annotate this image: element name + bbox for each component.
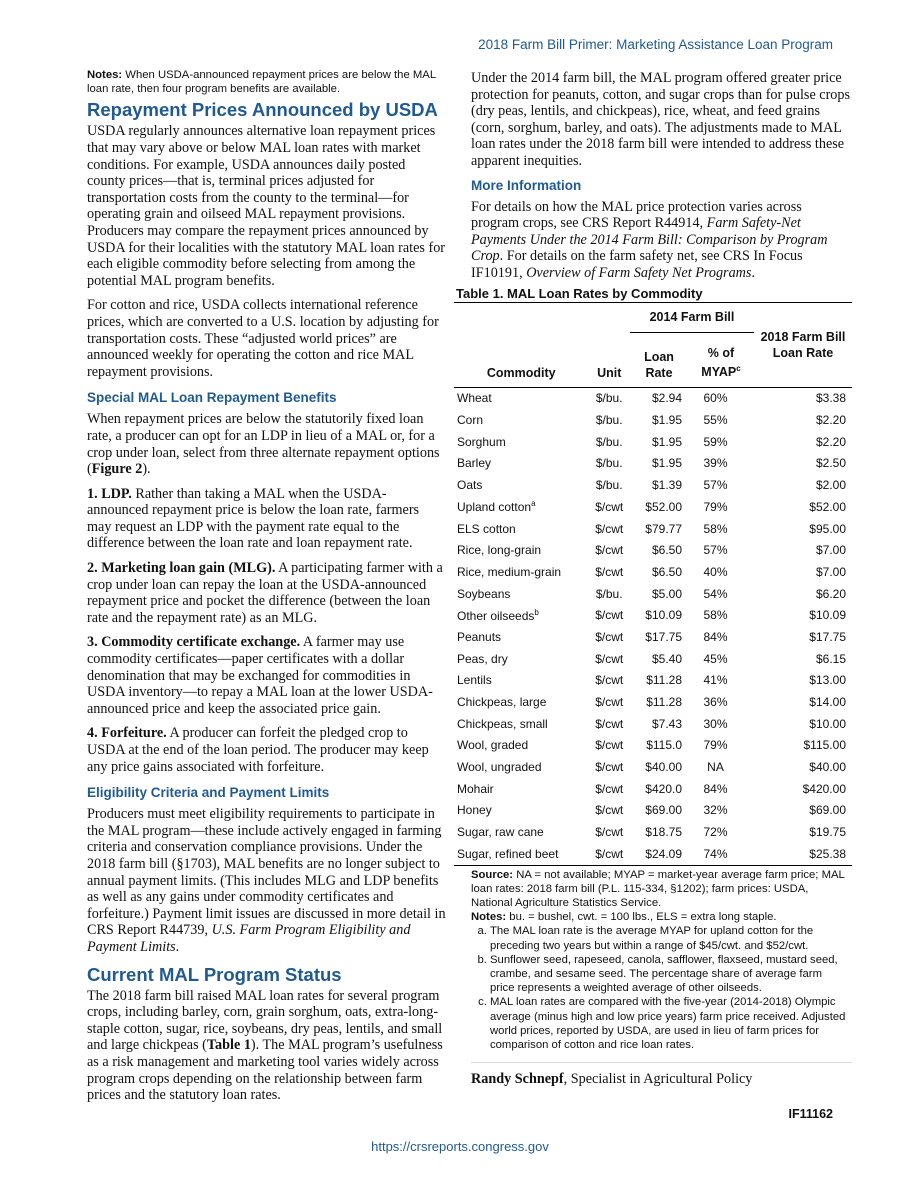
cell-loan-rate: $24.09 <box>645 846 682 861</box>
table-row <box>454 561 852 583</box>
cell-myap: 36% <box>703 695 728 709</box>
cell-commodity <box>454 691 588 713</box>
cell-commodity-text: Wheat <box>457 391 492 406</box>
cell-2018-rate: $14.00 <box>809 695 846 709</box>
cell-commodity-text: Peas, dry <box>457 651 508 666</box>
benefit-mlg-label: 2. Marketing loan gain (MLG). <box>87 560 276 577</box>
figure-notes <box>87 68 447 96</box>
cell-commodity-text: Chickpeas, large <box>457 695 547 709</box>
report-title-r44914: Farm Safety-Net Payments Under the 2014 Farm Bill: Comparison by Program Crop <box>471 215 828 265</box>
paragraph-current <box>87 988 447 1104</box>
cell-loan-rate: $1.95 <box>651 434 682 449</box>
cell-unit: $/cwt <box>595 716 624 731</box>
cell-myap: 40% <box>703 564 728 579</box>
cell-unit: $/bu. <box>595 413 623 428</box>
cell-commodity-text: Sugar, raw cane <box>457 825 544 840</box>
figure-2-ref: Figure 2 <box>91 461 143 478</box>
paragraph-eligibility-end: . <box>175 938 180 955</box>
cell-2018-rate: $19.75 <box>809 825 846 840</box>
cell-commodity-text: Sugar, refined beet <box>457 846 559 861</box>
paragraph-current-text: The 2018 farm bill raised MAL loan rates for several program crops, including barley, corn, grain sorghum, oats, extra-long-staple cotton, sugar, rice, soybeans, dry peas, lentils, and small and large chickpeas ( <box>87 987 443 1054</box>
cell-commodity <box>454 713 588 735</box>
benefit-forfeiture-text: A producer can forfeit the pledged crop to USDA at the end of the loan period. The producer may keep any price gains associated with forfeiture. <box>87 725 429 775</box>
author-name: Randy Schnepf <box>471 1071 564 1088</box>
notes-label: Notes: <box>471 911 507 924</box>
benefit-certificate-label: 3. Commodity certificate exchange. <box>87 634 301 651</box>
table-row <box>454 800 852 822</box>
cell-loan-rate: $420.0 <box>645 781 682 796</box>
table-source-notes <box>454 866 846 1053</box>
paragraph-repayment-2: For cotton and rice, USDA collects international reference prices, which are converted to a U.S. location by adjusting for transportation costs. These “adjusted world prices” are announced weekly for operating the cotton and rice MAL repayment provisions. <box>87 297 439 380</box>
cell-2018-rate: $6.15 <box>815 651 846 666</box>
cell-myap: 57% <box>703 478 728 493</box>
table-body <box>454 387 852 865</box>
cell-2018-rate: $10.09 <box>809 608 846 623</box>
cell-commodity <box>454 778 588 800</box>
cell-commodity-text: Oats <box>457 478 483 493</box>
cell-commodity <box>454 735 588 757</box>
loan-rate-table <box>454 302 852 866</box>
cell-myap: 60% <box>703 391 728 406</box>
heading-repayment-prices: Repayment Prices Announced by USDA <box>87 99 438 121</box>
cell-commodity <box>454 648 588 670</box>
cell-myap: 45% <box>703 651 728 666</box>
cell-2018-rate: $95.00 <box>809 521 846 536</box>
paragraph-eligibility-text: Producers must meet eligibility requirements to participate in the MAL program—these include actively engaged in farming criteria and conservation compliance provisions. Under the 2018 farm bill (§1703), MAL benefits are no longer subject to annual payment limits. (This includes MLG and LDP benefits as well as any gains under commodity certificates and forfeiture.) Payment limit issues are discussed in more detail in CRS Report R44739, <box>87 806 446 939</box>
cell-myap: 72% <box>703 825 728 840</box>
cell-commodity-text: Lentils <box>457 673 492 688</box>
cell-commodity <box>454 669 588 691</box>
footnote-a: a. The MAL loan rate is the average MYAP for upland cotton for the preceding two years but within a range of $45/cwt. and $52/cwt. <box>490 924 846 952</box>
cell-loan-rate: $1.95 <box>651 456 682 471</box>
heading-more-information: More Information <box>471 177 582 193</box>
cell-commodity-text: Mohair <box>457 781 494 796</box>
cell-commodity <box>454 604 588 626</box>
cell-2018-rate: $2.20 <box>815 413 846 428</box>
table-row <box>454 626 852 648</box>
cell-2018-rate: $2.50 <box>815 456 846 471</box>
cell-loan-rate: $6.50 <box>651 543 682 558</box>
more-info-end: . <box>751 264 755 281</box>
benefit-ldp-text: Rather than taking a MAL when the USDA-announced repayment price is below the loan rate, farmers may request an LDP with the payment rate equal to the difference between the loan rate and loan repayment rate. <box>87 485 420 552</box>
more-info-text-2: . For details on the farm safety net, see CRS In Focus IF10191, <box>471 248 803 281</box>
cell-myap: 84% <box>703 781 728 796</box>
cell-myap: 79% <box>703 499 728 514</box>
cell-unit: $/bu. <box>595 586 623 601</box>
benefit-certificate-text: A farmer may use commodity certificates—paper certificates with a dollar denomination that may be exchanged for commodities in USDA inventory—to repay a MAL loan at the lower USDA-announced price and keep the associated price gain. <box>87 634 433 717</box>
header-unit: Unit <box>597 365 622 380</box>
cell-2018-rate: $3.38 <box>815 391 846 406</box>
table-row <box>454 713 852 735</box>
benefit-certificate <box>87 634 447 717</box>
cell-2018-rate: $7.00 <box>815 543 846 558</box>
table-row <box>454 821 852 843</box>
paragraph-more-information <box>471 199 852 282</box>
cell-commodity-text: Rice, long-grain <box>457 543 542 558</box>
author-line <box>471 1062 852 1088</box>
paragraph-current-end: ). The MAL program’s usefulness as a risk management and marketing tool varies widely across program crops depending on the relationship between farm prices and the statutory loan rates. <box>87 1037 443 1104</box>
heading-special-benefits: Special MAL Loan Repayment Benefits <box>87 390 337 406</box>
benefit-ldp <box>87 486 447 552</box>
cell-2018-rate: $2.00 <box>815 478 846 493</box>
cell-2018-rate: $13.00 <box>809 673 846 688</box>
table-row <box>454 387 852 409</box>
cell-loan-rate: $11.28 <box>646 695 682 709</box>
cell-2018-rate: $2.20 <box>815 434 846 449</box>
cell-2018-rate: $40.00 <box>809 760 846 775</box>
cell-footnote-marker: b <box>534 607 539 617</box>
cell-unit: $/cwt <box>595 564 624 579</box>
cell-unit: $/bu. <box>595 434 623 449</box>
paragraph-special-text: When repayment prices are below the statutorily fixed loan rate, a producer can opt for an LDP in lieu of a MAL or, for a crop under loan, select from three alternate repayment options ( <box>87 411 440 478</box>
cell-commodity-text: Wool, graded <box>457 738 529 753</box>
cell-2018-rate: $17.75 <box>809 629 846 644</box>
table-title: Table 1. MAL Loan Rates by Commodity <box>456 285 703 301</box>
cell-2018-rate: $52.00 <box>809 499 846 514</box>
cell-commodity <box>454 821 588 843</box>
cell-commodity <box>454 431 588 453</box>
cell-unit: $/cwt <box>595 499 624 514</box>
cell-commodity-text: Upland cotton <box>457 500 532 515</box>
cell-myap: 57% <box>703 543 728 558</box>
footnote-c: c. MAL loan rates are compared with the five-year (2014-2018) Olympic average (minus high and low price years) farm price received. Adjusted world prices, reported by USDA, are used in lieu of farm prices for comparison of cotton and rice loan rates. <box>490 995 846 1052</box>
cell-2018-rate: $420.00 <box>802 781 846 796</box>
table-row <box>454 669 852 691</box>
paragraph-repayment-1: USDA regularly announces alternative loan repayment prices that may vary above or below MAL loan rates with market conditions. For example, USDA announces daily posted county prices—that is, terminal prices adjusted for transportation costs from the county to the terminal—for operating grain and oilseed MAL repayment provisions. Producers may compare the repayment prices announced by USDA for their localities with the statutory MAL loan rates for each eligible commodity before selecting from among the potential MAL program benefits. <box>87 123 446 289</box>
table-source <box>471 866 846 911</box>
cell-loan-rate: $18.75 <box>645 825 682 840</box>
cell-unit: $/cwt <box>595 760 624 775</box>
table-row <box>454 518 852 540</box>
cell-unit: $/cwt <box>595 781 624 796</box>
benefit-forfeiture <box>87 725 447 775</box>
table-row <box>454 453 852 475</box>
cell-unit: $/cwt <box>595 673 624 688</box>
header-loan-rate: Loan Rate <box>630 333 688 388</box>
cell-commodity-text: Chickpeas, small <box>457 716 548 731</box>
cell-loan-rate: $52.00 <box>645 499 682 514</box>
cell-loan-rate: $17.75 <box>645 629 682 644</box>
cell-myap: 30% <box>703 716 728 731</box>
cell-myap: 41% <box>703 673 728 688</box>
figure-notes-text: When USDA-announced repayment prices are below the MAL loan rate, then four program benefits are available. <box>87 69 436 96</box>
table-row <box>454 409 852 431</box>
table-row <box>454 735 852 757</box>
table-row <box>454 474 852 496</box>
table-row <box>454 691 852 713</box>
cell-commodity <box>454 756 588 778</box>
cell-unit: $/cwt <box>595 608 624 623</box>
cell-commodity <box>454 387 588 409</box>
paragraph-intro: Under the 2014 farm bill, the MAL program offered greater price protection for peanuts, cotton, and sugar crops than for pulse crops (dry peas, lentils, and chickpeas), rice, wheat, and feed grains (corn, sorghum, barley, and oats). The adjustments made to MAL loan rates under the 2018 farm bill were intended to address these apparent inequities. <box>471 70 851 169</box>
cell-commodity-text: Other oilseeds <box>457 608 535 623</box>
cell-commodity <box>454 561 588 583</box>
cell-commodity <box>454 496 588 518</box>
cell-commodity <box>454 474 588 496</box>
cell-loan-rate: $115.0 <box>646 738 682 753</box>
header-commodity: Commodity <box>486 365 556 380</box>
table-footnotes <box>471 924 846 1052</box>
cell-loan-rate: $5.40 <box>651 651 682 666</box>
benefit-mlg-text: A participating farmer with a crop under loan can repay the loan at the USDA-announced repayment price and pocket the difference (between the loan rate and the repayment rate) as an MLG. <box>87 560 443 626</box>
cell-unit: $/cwt <box>595 695 624 709</box>
cell-commodity-text: Barley <box>457 456 492 471</box>
cell-unit: $/cwt <box>595 738 624 753</box>
cell-loan-rate: $11.28 <box>646 673 682 688</box>
cell-2018-rate: $7.00 <box>815 564 846 579</box>
cell-unit: $/cwt <box>595 803 624 818</box>
cell-myap: NA <box>707 760 724 775</box>
cell-footnote-marker: a <box>531 499 536 509</box>
table-row <box>454 539 852 561</box>
table-row <box>454 496 852 518</box>
heading-current-status: Current MAL Program Status <box>87 963 342 985</box>
table-row <box>454 431 852 453</box>
cell-myap: 79% <box>703 738 728 753</box>
source-text: NA = not available; MYAP = market-year average farm price; MAL loan rates: 2018 farm bill (P.L. 115-334, §1202); farm prices: USDA, National Agriculture Statistics Service. <box>471 868 845 910</box>
cell-commodity-text: Soybeans <box>457 586 511 601</box>
heading-eligibility: Eligibility Criteria and Payment Limits <box>87 785 330 801</box>
cell-myap: 39% <box>703 456 728 471</box>
cell-unit: $/bu. <box>595 391 623 406</box>
document-id: IF11162 <box>788 1107 833 1121</box>
cell-commodity-text: Rice, medium-grain <box>457 564 562 579</box>
cell-unit: $/cwt <box>595 521 624 536</box>
cell-commodity <box>454 409 588 431</box>
cell-unit: $/cwt <box>595 825 624 840</box>
cell-commodity <box>454 843 588 865</box>
cell-myap: 54% <box>703 586 728 601</box>
table-row <box>454 583 852 605</box>
cell-2018-rate: $69.00 <box>809 803 846 818</box>
table-row <box>454 756 852 778</box>
table-row <box>454 843 852 865</box>
table-row <box>454 778 852 800</box>
benefit-mlg <box>87 560 447 626</box>
cell-unit: $/cwt <box>595 846 624 861</box>
cell-loan-rate: $7.43 <box>651 716 682 731</box>
author-title: , Specialist in Agricultural Policy <box>563 1071 753 1088</box>
cell-commodity <box>454 626 588 648</box>
cell-2018-rate: $6.20 <box>815 586 846 601</box>
cell-myap: 74% <box>703 846 728 861</box>
cell-commodity-text: Honey <box>457 803 492 818</box>
cell-commodity-text: ELS cotton <box>457 521 516 536</box>
cell-myap: 59% <box>703 434 728 449</box>
running-header: 2018 Farm Bill Primer: Marketing Assistance Loan Program <box>478 37 833 52</box>
more-info-text: For details on how the MAL price protection varies across program crops, see CRS Report R44914, <box>471 198 802 232</box>
cell-commodity-text: Wool, ungraded <box>457 760 542 775</box>
loan-rate-table-wrapper <box>454 302 852 866</box>
cell-commodity <box>454 539 588 561</box>
table-1-ref: Table 1 <box>206 1037 251 1054</box>
report-title-if10191: Overview of Farm Safety Net Programs <box>526 264 752 281</box>
cell-loan-rate: $6.50 <box>651 564 682 579</box>
cell-loan-rate: $40.00 <box>645 760 682 775</box>
cell-loan-rate: $2.94 <box>651 391 682 406</box>
cell-unit: $/bu. <box>595 478 623 493</box>
paragraph-special <box>87 411 447 477</box>
cell-myap: 58% <box>703 521 728 536</box>
header-2014-farm-bill: 2014 Farm Bill <box>649 310 735 325</box>
report-title-r44739: U.S. Farm Program Eligibility and Payment Limits <box>87 922 411 955</box>
header-myap-sup: c <box>736 364 741 374</box>
header-myap <box>688 333 754 388</box>
header-2018-loan-rate: 2018 Farm Bill Loan Rate <box>760 329 846 360</box>
benefit-forfeiture-label: 4. Forfeiture. <box>87 725 167 742</box>
paragraph-special-end: ). <box>142 461 151 478</box>
figure-notes-label: Notes: <box>87 69 123 81</box>
cell-unit: $/cwt <box>595 629 624 644</box>
cell-commodity <box>454 453 588 475</box>
cell-loan-rate: $69.00 <box>645 803 682 818</box>
table-notes <box>471 910 846 924</box>
cell-2018-rate: $10.00 <box>809 716 846 731</box>
header-spacer-commodity <box>454 302 588 333</box>
table-row <box>454 604 852 626</box>
cell-2018-rate: $25.38 <box>809 846 846 861</box>
footer-url-link[interactable]: https://crsreports.congress.gov <box>371 1139 549 1154</box>
cell-myap: 32% <box>703 803 728 818</box>
cell-commodity-text: Sorghum <box>457 434 506 449</box>
cell-myap: 84% <box>703 629 728 644</box>
cell-loan-rate: $79.77 <box>645 521 682 536</box>
cell-commodity-text: Corn <box>457 413 484 428</box>
cell-loan-rate: $1.39 <box>651 478 682 493</box>
cell-unit: $/cwt <box>595 651 624 666</box>
notes-text: bu. = bushel, cwt. = 100 lbs., ELS = extra long staple. <box>506 911 777 924</box>
paragraph-eligibility <box>87 806 447 955</box>
cell-myap: 58% <box>703 608 728 623</box>
table-row <box>454 648 852 670</box>
left-column <box>87 68 447 1112</box>
cell-loan-rate: $5.00 <box>651 586 682 601</box>
cell-2018-rate: $115.00 <box>803 738 846 753</box>
cell-commodity <box>454 583 588 605</box>
cell-loan-rate: $10.09 <box>645 608 682 623</box>
cell-commodity-text: Peanuts <box>457 629 502 644</box>
cell-loan-rate: $1.95 <box>651 413 682 428</box>
right-column <box>456 70 852 1088</box>
benefit-ldp-label: 1. LDP. <box>87 485 132 502</box>
cell-commodity <box>454 518 588 540</box>
cell-myap: 55% <box>703 413 728 428</box>
source-label: Source: <box>471 868 514 881</box>
cell-commodity <box>454 800 588 822</box>
header-spacer-unit <box>588 302 630 333</box>
cell-unit: $/bu. <box>595 456 623 471</box>
cell-unit: $/cwt <box>595 543 624 558</box>
header-myap-text: % of MYAP <box>701 346 737 380</box>
footnote-b: b. Sunflower seed, rapeseed, canola, safflower, flaxseed, mustard seed, crambe, and sesame seed. The percentage share of average farm price represents a weighted average of other oilseeds. <box>490 953 846 996</box>
